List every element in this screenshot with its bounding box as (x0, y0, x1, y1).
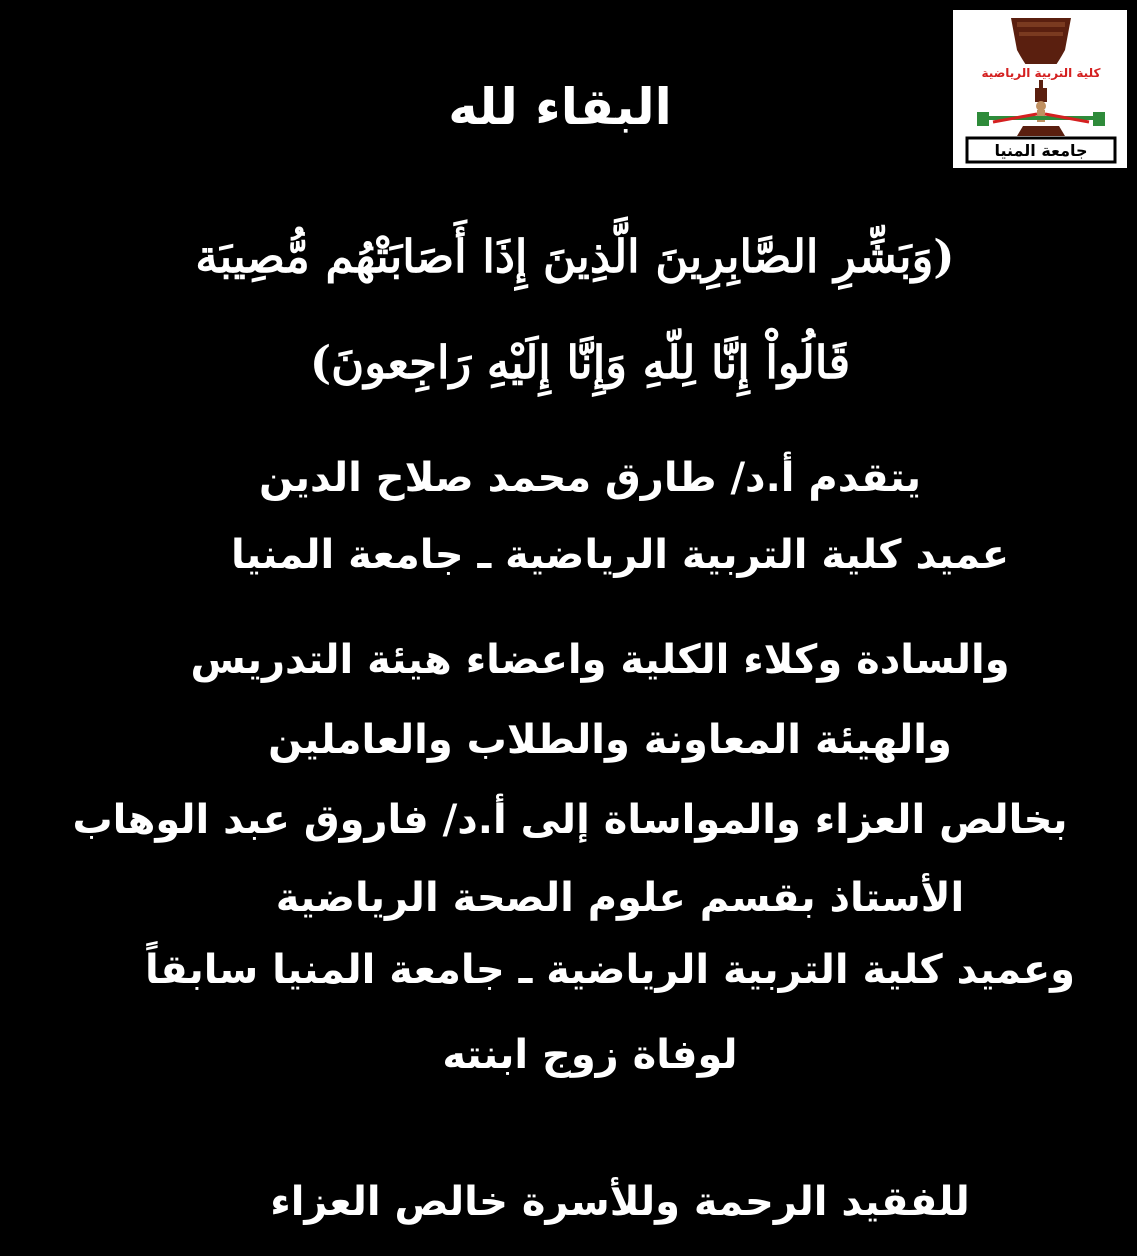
condolence-recipient-line: بخالص العزاء والمواساة إلى أ.د/ فاروق عبد الوهاب (72, 797, 1068, 843)
faculty-trophy-emblem-icon (953, 10, 1127, 168)
quran-verse-line-2: قَالُواْ إِنَّا لِلّهِ وَإِنَّا إِلَيْهِ رَاجِعونَ) (309, 336, 851, 389)
sender-title-line: عميد كلية التربية الرياضية ـ جامعة المنيا (230, 532, 1010, 578)
sender-name-line: يتقدم أ.د/ طارق محمد صلاح الدين (259, 455, 921, 501)
assistants-line: والهيئة المعاونة والطلاب والعاملين (268, 717, 952, 763)
condolence-title: البقاء لله (448, 78, 672, 136)
logo-top-text: كلية التربية الرياضية (981, 66, 1101, 80)
logo-bottom-text: جامعة المنيا (994, 141, 1088, 160)
staff-line: والسادة وكلاء الكلية واعضاء هيئة التدريس (190, 637, 1010, 683)
quran-verse-line-1: (وَبَشِّرِ الصَّابِرِينَ الَّذِينَ إِذَا أَصَابَتْهُم مُّصِيبَة (195, 230, 955, 283)
deceased-line: لوفاة زوج ابنته (442, 1032, 738, 1078)
closing-prayer-line: للفقيد الرحمة وللأسرة خالص العزاء (270, 1179, 970, 1225)
recipient-department-line: الأستاذ بقسم علوم الصحة الرياضية (275, 875, 965, 921)
recipient-former-title-line: وعميد كلية التربية الرياضية ـ جامعة المنيا سابقاً (144, 947, 1076, 993)
faculty-logo (953, 10, 1127, 168)
